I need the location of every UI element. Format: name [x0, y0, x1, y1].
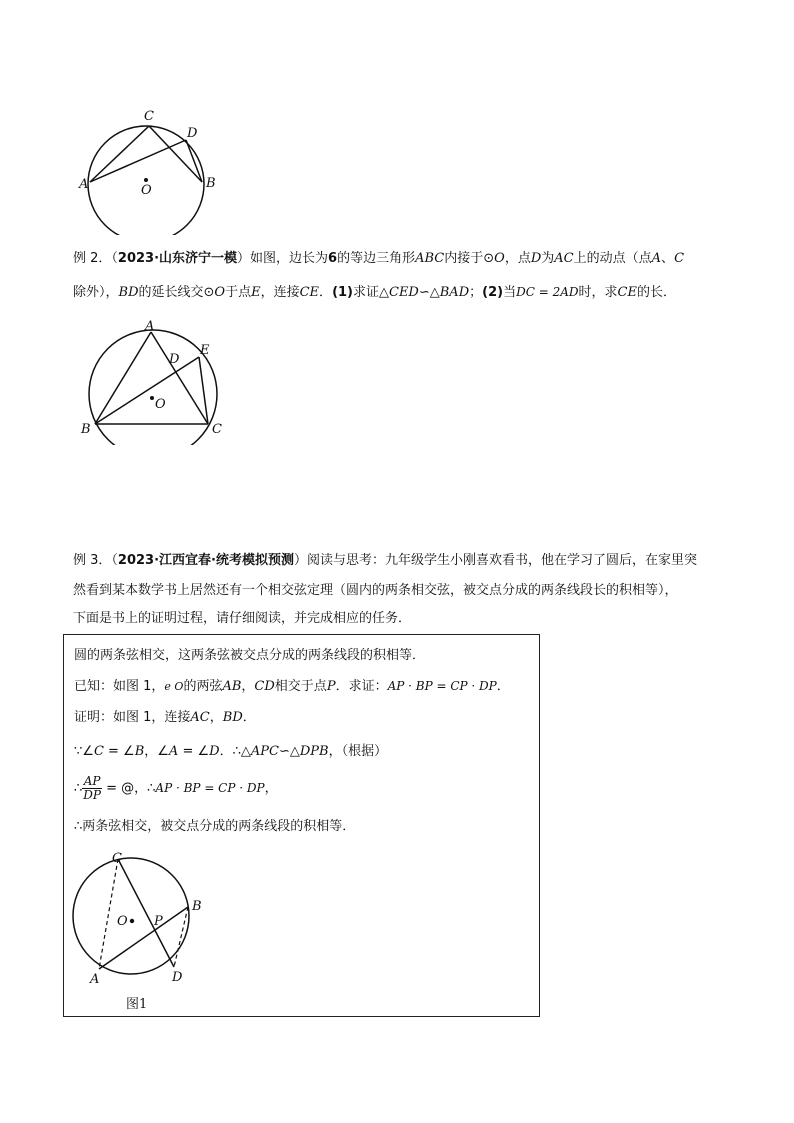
label-b: B: [81, 422, 91, 437]
label-c: C: [212, 422, 222, 437]
dashed-ac: [99, 859, 118, 969]
center-point: [130, 919, 134, 923]
label-c: C: [144, 109, 154, 124]
label-b: B: [206, 176, 216, 191]
side-ab: [95, 332, 151, 424]
chord-ac: [90, 126, 149, 182]
figure-3-intersecting-chords: [64, 847, 224, 1017]
example-2-line-1: 例 2．（2023·山东济宁一模）如图，边长为6的等边三角形ABC内接于⊙O，点D为AC上的动点（点A、C: [73, 251, 685, 266]
label-c: C: [112, 851, 122, 866]
chord-ab: [99, 907, 188, 969]
label-d: D: [169, 352, 180, 367]
example-3-line-2: 然看到某本数学书上居然还有一个相交弦定理（圆内的两条相交弦，被交点分成的两条线段长的积相等），: [73, 583, 678, 598]
chord-ad: [90, 140, 186, 182]
figure-caption: 图1: [126, 997, 148, 1012]
label-o: O: [117, 914, 128, 929]
label-a: A: [90, 972, 100, 987]
box-line-5: ∴ $\frac{AP}{DP}$ = @，∴AP · BP = CP · DP，: [74, 774, 278, 802]
example-3-line-3: 下面是书上的证明过程，请仔细阅读，并完成相应的任务．: [73, 611, 412, 626]
box-line-1: 圆的两条弦相交，这两条弦被交点分成的两条线段的积相等．: [74, 648, 426, 663]
box-line-2: 已知：如图 1，e O的两弦AB，CD相交于点P．求证：AP · BP = CP · DP．: [74, 679, 510, 694]
fraction-ap-dp: $\frac{AP}{DP}$: [83, 774, 101, 802]
label-a: A: [145, 319, 155, 334]
center-point: [150, 396, 154, 400]
label-b: B: [192, 899, 202, 914]
line-be: [95, 357, 199, 424]
label-p: P: [154, 914, 163, 929]
box-line-3: 证明：如图 1，连接AC，BD．: [74, 710, 256, 725]
label-a: A: [79, 177, 89, 192]
center-point: [144, 178, 148, 182]
circle-o: [73, 858, 189, 974]
label-o: O: [155, 397, 166, 412]
example-3-line-1: 例 3．（2023·江西宜春·统考模拟预测）阅读与思考：九年级学生小刚喜欢看书，他在学习了圆后，在家里突: [73, 553, 697, 568]
label-d: D: [172, 970, 183, 985]
label-o: O: [141, 183, 152, 198]
label-e: E: [200, 343, 210, 358]
label-d: D: [187, 126, 198, 141]
box-line-6: ∴两条弦相交，被交点分成的两条线段的积相等．: [74, 819, 356, 834]
box-line-4: ∵∠C = ∠B，∠A = ∠D．∴△APC∽△DPB，（根据）: [74, 744, 388, 759]
example-2-line-2: 除外），BD的延长线交⊙O于点E，连接CE．(1)求证△CED∽△BAD；(2)当DC = 2AD时，求CE的长．: [73, 285, 676, 300]
figure-1-circle-diagram: [70, 100, 230, 235]
proof-box: [63, 634, 540, 1017]
figure-2-triangle-diagram: [75, 315, 235, 445]
chord-ec: [199, 357, 208, 424]
